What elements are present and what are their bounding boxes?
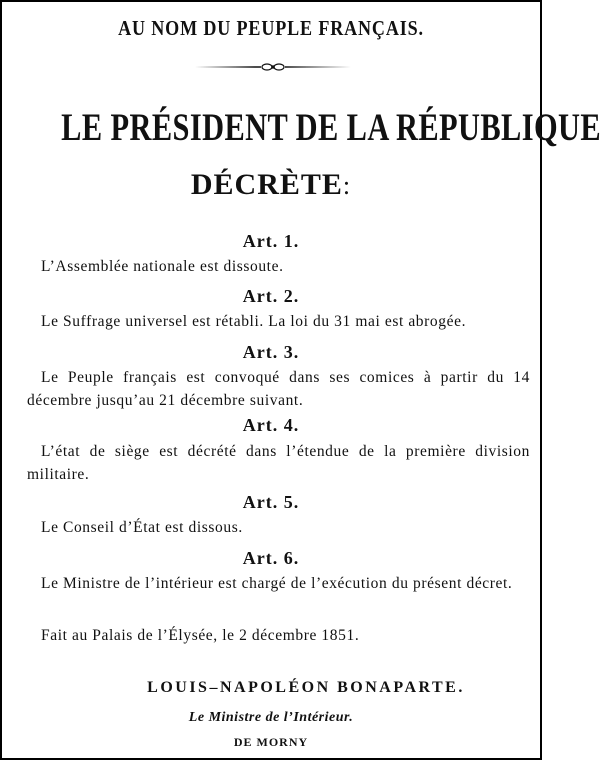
article-1-text: L’Assemblée nationale est dissoute. (41, 258, 284, 275)
signature-name: LOUIS–NAPOLÉON BONAPARTE. (147, 679, 465, 696)
minister-name: DE MORNY (233, 735, 309, 749)
article-1-label: Art. 1. (242, 231, 300, 251)
minister-title: Le Ministre de l’Intérieur. (188, 710, 354, 725)
article-4-text: L’état de siège est décrété dans l’étendue de la première division militaire. (27, 443, 530, 483)
closing-statement: Fait au Palais de l’Élysée, le 2 décembre 1851. (41, 627, 360, 644)
article-3-text: Le Peuple français est convoqué dans ses comices à partir du 14 décembre jusqu’au 21 décembre suivant. (27, 369, 530, 409)
article-5-text: Le Conseil d’État est dissous. (41, 519, 243, 536)
article-2-text: Le Suffrage universel est rétabli. La loi du 31 mai est abrogée. (41, 313, 467, 330)
decree-word: DÉCRÈTE (190, 168, 343, 201)
ornament-divider (193, 62, 353, 72)
page-title: LE PRÉSIDENT DE LA RÉPUBLIQUE (61, 106, 601, 149)
header-top-line: AU NOM DU PEUPLE FRANÇAIS. (118, 16, 424, 40)
article-4-label: Art. 4. (242, 415, 300, 435)
article-5-label: Art. 5. (242, 492, 300, 512)
article-2-label: Art. 2. (242, 286, 300, 306)
article-3-label: Art. 3. (242, 342, 300, 362)
article-6-label: Art. 6. (242, 548, 300, 568)
decree-colon: : (342, 171, 352, 200)
article-6-text: Le Ministre de l’intérieur est chargé de l’exécution du présent décret. (41, 575, 513, 592)
decree-heading (2, 168, 540, 202)
